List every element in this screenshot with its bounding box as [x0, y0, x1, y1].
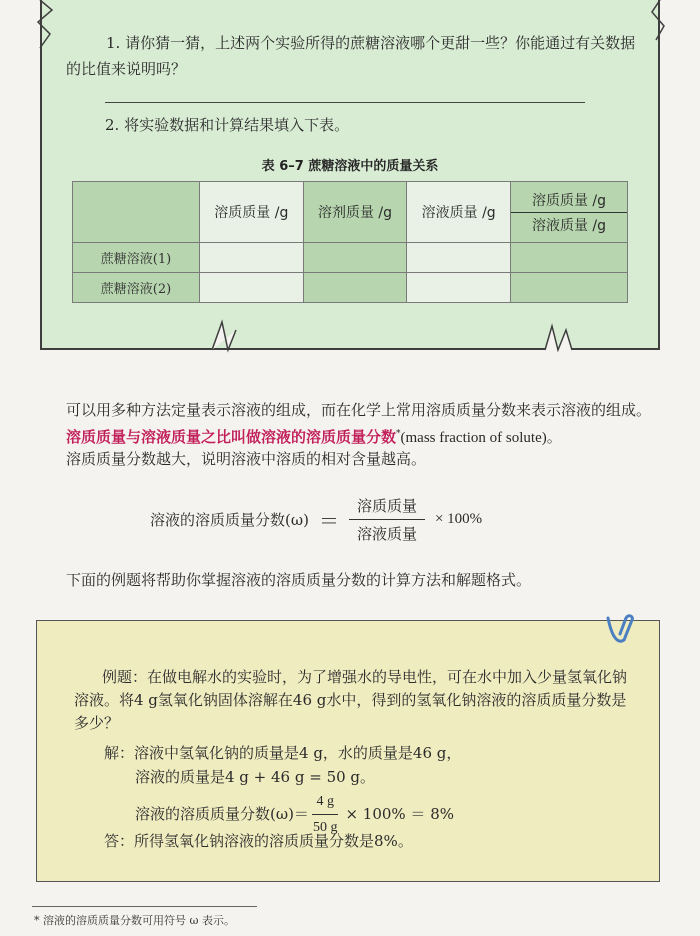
ratio-denominator: 溶液质量 /g: [531, 217, 607, 234]
header-solute-mass: 溶质质量 /g: [200, 182, 304, 243]
table-header-row: [73, 182, 628, 243]
formula-numerator: 溶质质量: [349, 495, 425, 520]
table-cell: [407, 273, 511, 303]
answer-line: [105, 102, 585, 103]
formula-fraction: [349, 495, 425, 544]
paragraph-3: 下面的例题将帮助你掌握溶液的溶质质量分数的计算方法和解题格式。: [66, 571, 532, 589]
table-cell: [303, 243, 407, 273]
header-solution-mass: 溶液质量 /g: [407, 182, 511, 243]
example-label: 例题: [102, 668, 133, 686]
table-corner-cell: [73, 182, 200, 243]
solution-result: × 100% ＝ 8%: [345, 805, 454, 823]
solution-line-1: [104, 742, 461, 765]
footnote: * 溶液的溶质质量分数可用符号 ω 表示。: [34, 914, 235, 927]
footnote-divider: [32, 906, 257, 907]
table-cell: [200, 243, 304, 273]
question-2-number: 2.: [105, 116, 120, 134]
question-2-text: 将实验数据和计算结果填入下表。: [124, 116, 350, 134]
table-cell: [200, 273, 304, 303]
header-mass-ratio: [511, 182, 628, 243]
paragraph-2: 溶质质量分数越大，说明溶液中溶质的相对含量越高。: [66, 450, 427, 468]
question-1-number: 1.: [106, 34, 121, 52]
solution-line-2: 溶液的质量是4 g + 46 g = 50 g。: [135, 768, 376, 786]
solution-text-1: 溶液中氢氧化钠的质量是4 g，水的质量是46 g，: [134, 744, 462, 762]
question-1-text: 请你猜一猜，上述两个实验所得的蔗糖溶液哪个更甜一些？你能通过有关数据的比值来说明吗？: [66, 34, 636, 78]
table-cell: [511, 243, 628, 273]
paperclip-icon: [602, 614, 636, 646]
table-cell: [407, 243, 511, 273]
footnote-mark: *: [396, 429, 401, 439]
answer-label: 答：: [104, 832, 135, 850]
formula-times: × 100%: [434, 511, 483, 527]
example-problem: [74, 666, 634, 735]
question-1: [66, 30, 636, 82]
table-cell: [303, 273, 407, 303]
definition-paragraph: [66, 398, 666, 450]
example-text: ：在做电解水的实验时，为了增强水的导电性，可在水中加入少量氢氧化钠溶液。将4 g氢氧化钠固体溶解在46 g水中，得到的氢氧化钠溶液的溶质质量分数是多少？: [74, 668, 628, 732]
solution-label: 解：: [104, 744, 135, 762]
solution-formula-left: 溶液的溶质质量分数(ω)＝: [135, 805, 309, 823]
table-row: [73, 243, 628, 273]
answer-line: [104, 830, 413, 853]
solution-numerator: 4 g: [312, 790, 338, 815]
english-term: (mass fraction of solute)。: [400, 430, 562, 446]
definition-highlight: 溶质质量与溶液质量之比叫做溶液的溶质质量分数: [66, 428, 397, 446]
mass-relation-table: [72, 181, 628, 303]
mass-fraction-formula: [150, 495, 482, 544]
intro-text: 可以用多种方法定量表示溶液的组成，而在化学上常用溶质质量分数来表示溶液的组成。: [66, 401, 652, 419]
row-label-solution-2: 蔗糖溶液(2): [73, 273, 200, 303]
table-row: [73, 273, 628, 303]
formula-denominator: 溶液质量: [356, 525, 417, 543]
table-cell: [511, 273, 628, 303]
table-caption: 表 6–7 蔗糖溶液中的质量关系: [261, 159, 439, 174]
row-label-solution-1: 蔗糖溶液(1): [73, 243, 200, 273]
answer-text: 所得氢氧化钠溶液的溶质质量分数是8%。: [134, 832, 413, 850]
ratio-numerator: 溶质质量 /g: [511, 188, 627, 213]
solution-denominator: 50 g: [312, 820, 338, 835]
question-2: [105, 114, 349, 135]
formula-left: 溶液的溶质质量分数(ω): [150, 511, 309, 529]
formula-equals: ＝: [318, 509, 339, 533]
header-solvent-mass: 溶剂质量 /g: [303, 182, 407, 243]
